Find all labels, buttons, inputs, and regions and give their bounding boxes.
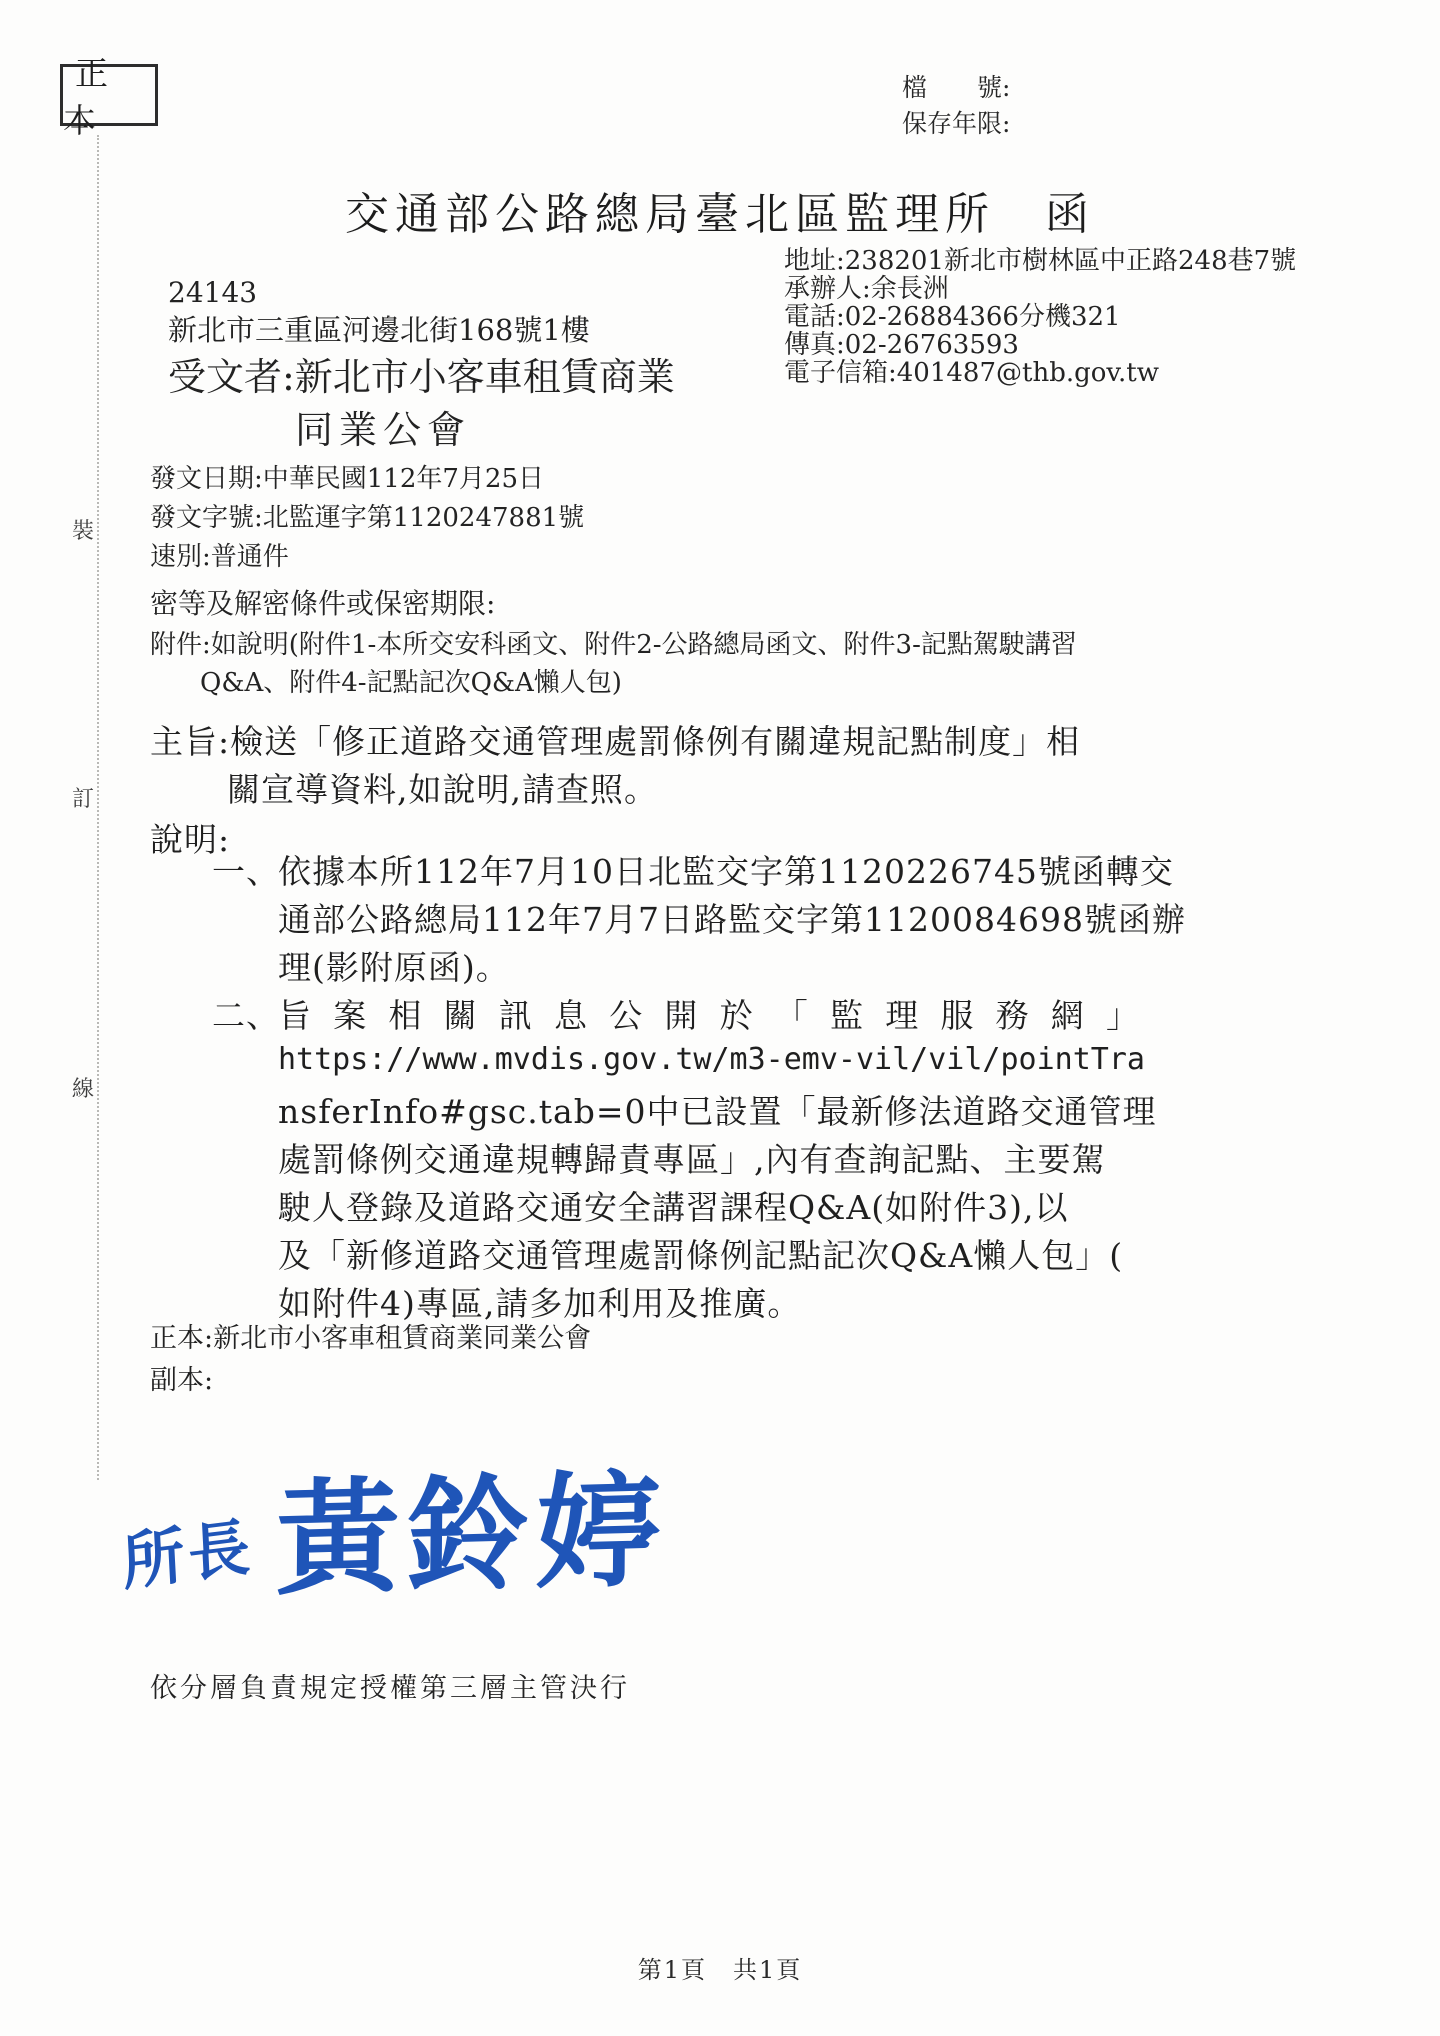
subject-line2: 關宣導資料,如說明,請查照。 [227, 770, 658, 809]
explanation-item2-line3: nsferInfo#gsc.tab=0中已設置「最新修法道路交通管理 [278, 1092, 1157, 1131]
closing-cc-label: 副本: [150, 1365, 214, 1396]
authorization-note: 依分層負責規定授權第三層主管決行 [150, 1673, 630, 1704]
speed-class: 速別:普通件 [150, 542, 289, 572]
sender-address: 地址:238201新北市樹林區中正路248巷7號 [784, 246, 1297, 276]
binding-mark-xian: 線 [72, 1077, 95, 1102]
explanation-item1-line2: 通部公路總局112年7月7日路監交字第1120084698號函辦 [278, 900, 1186, 939]
explanation-item2-line5: 駛人登錄及道路交通安全講習課程Q&A(如附件3),以 [278, 1188, 1069, 1227]
sender-fax: 傳真:02-26763593 [784, 330, 1019, 360]
page-number-footer: 第1頁 共1頁 [637, 1956, 803, 1984]
sender-email: 電子信箱:401487@thb.gov.tw [784, 358, 1159, 388]
original-copy-stamp: 正本 [60, 64, 158, 126]
attachment-line2: Q&A、附件4-記點記次Q&A懶人包) [200, 668, 622, 698]
explanation-item1-number: 一、 [212, 852, 280, 891]
security-class: 密等及解密條件或保密期限: [150, 587, 496, 620]
signature-title: 所長 [120, 1509, 256, 1599]
attachment-line1: 附件:如說明(附件1-本所交安科函文、附件2-公路總局函文、附件3-記點駕駛講習 [150, 630, 1077, 660]
recipient-name-line1: 受文者:新北市小客車租賃商業 [168, 355, 675, 399]
explanation-heading: 說明: [150, 820, 231, 859]
explanation-item2-line7: 如附件4)專區,請多加利用及推廣。 [278, 1284, 802, 1323]
retention-period-label: 保存年限: [902, 109, 1011, 138]
document-number: 發文字號:北監運字第1120247881號 [150, 503, 585, 533]
recipient-street-address: 新北市三重區河邊北街168號1樓 [168, 313, 590, 347]
binding-dotted-line [97, 135, 99, 1480]
document-title: 交通部公路總局臺北區監理所 函 [345, 189, 1095, 240]
file-number-label: 檔 號: [902, 73, 1011, 102]
sender-phone: 電話:02-26884366分機321 [784, 302, 1121, 332]
explanation-item2-line4: 處罰條例交通違規轉歸責專區」,內有查詢記點、主要駕 [278, 1140, 1106, 1179]
explanation-item2-line1: 旨案相關訊息公開於「監理服務網」 [278, 996, 1140, 1035]
sender-officer: 承辦人:余長洲 [784, 274, 949, 304]
subject-line1: 主旨:檢送「修正道路交通管理處罰條例有關違規記點制度」相 [150, 722, 1081, 761]
issue-date: 發文日期:中華民國112年7月25日 [150, 464, 545, 494]
explanation-item2-number: 二、 [212, 996, 280, 1035]
closing-original-recipient: 正本:新北市小客車租賃商業同業公會 [150, 1323, 592, 1354]
explanation-item1-line3: 理(影附原函)。 [278, 948, 510, 987]
explanation-item2-line6: 及「新修道路交通管理處罰條例記點記次Q&A懶人包」( [278, 1236, 1124, 1275]
binding-mark-zhuang: 裝 [72, 519, 95, 544]
recipient-zip: 24143 [168, 276, 258, 309]
explanation-item2-url-line1: https://www.mvdis.gov.tw/m3-emv-vil/vil/pointTra [278, 1042, 1145, 1077]
recipient-name-line2: 同業公會 [295, 408, 472, 452]
explanation-item1-line1: 依據本所112年7月10日北監交字第1120226745號函轉交 [278, 852, 1174, 891]
binding-mark-ding: 訂 [72, 787, 95, 812]
signature-name: 黃鈴婷 [275, 1458, 667, 1614]
director-signature-stamp [122, 1415, 762, 1635]
